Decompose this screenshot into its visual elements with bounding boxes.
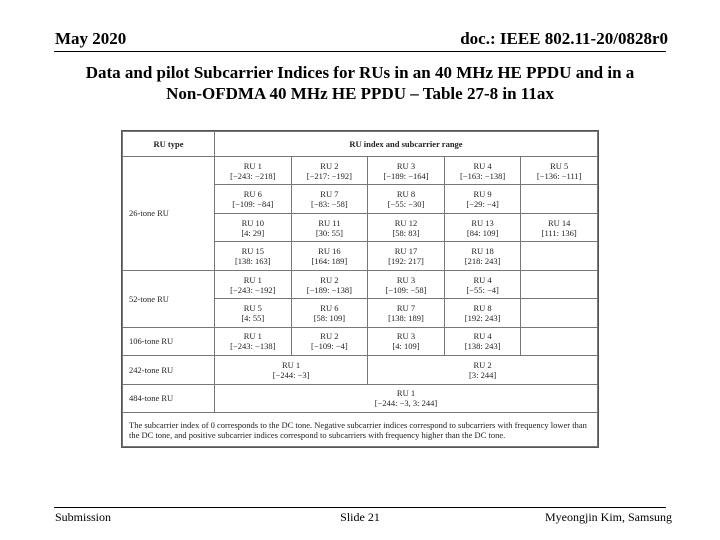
table-cell: RU 6 [−109: −84]	[215, 185, 292, 213]
table-cell: RU 2 [−189: −138]	[291, 270, 368, 298]
footer-slide-number: Slide 21	[340, 510, 380, 524]
table-cell: RU 8 [−55: −30]	[368, 185, 445, 213]
table-cell-empty	[521, 299, 598, 327]
type-26-tone: 26-tone RU	[123, 157, 215, 271]
type-106-tone: 106-tone RU	[123, 327, 215, 355]
table-cell-empty	[521, 327, 598, 355]
type-52-tone: 52-tone RU	[123, 270, 215, 327]
table-cell-empty	[521, 242, 598, 270]
type-484-tone: 484-tone RU	[123, 384, 215, 412]
table-cell: RU 12 [58: 83]	[368, 213, 445, 241]
header-ru-type: RU type	[123, 132, 215, 157]
table-cell-empty	[521, 270, 598, 298]
ru-table	[122, 131, 598, 447]
table-row	[123, 270, 598, 298]
table-cell: RU 2 [3: 244]	[368, 356, 598, 384]
table-cell: RU 1 [−244: −3, 3: 244]	[215, 384, 598, 412]
table-row	[123, 157, 598, 185]
table-cell: RU 9 [−29: −4]	[444, 185, 521, 213]
table-cell: RU 6 [58: 109]	[291, 299, 368, 327]
table-cell: RU 5 [4: 55]	[215, 299, 292, 327]
table-cell: RU 7 [138: 189]	[368, 299, 445, 327]
table-cell: RU 18 [218: 243]	[444, 242, 521, 270]
table-note: The subcarrier index of 0 corresponds to the DC tone. Negative subcarrier indices correspond to subcarriers with frequency lower than the DC tone, and positive subcarrier indices correspond to subcarriers with frequency higher than the DC tone.	[123, 413, 598, 447]
table-cell: RU 11 [30: 55]	[291, 213, 368, 241]
header-rule	[54, 51, 666, 52]
table-cell: RU 8 [192: 243]	[444, 299, 521, 327]
table-cell: RU 16 [164: 189]	[291, 242, 368, 270]
table-row	[123, 384, 598, 412]
table-row	[123, 327, 598, 355]
table-cell: RU 14 [111: 136]	[521, 213, 598, 241]
table-header-row	[123, 132, 598, 157]
table-cell: RU 17 [192: 217]	[368, 242, 445, 270]
table-cell: RU 7 [−83: −58]	[291, 185, 368, 213]
table-cell: RU 3 [−109: −58]	[368, 270, 445, 298]
table-cell: RU 2 [−217: −192]	[291, 157, 368, 185]
table-note-row	[123, 413, 598, 447]
table-cell: RU 10 [4: 29]	[215, 213, 292, 241]
slide-title-line1: Data and pilot Subcarrier Indices for RUs in an 40 MHz HE PPDU and in a	[85, 63, 635, 82]
table-cell: RU 1 [−243: −138]	[215, 327, 292, 355]
table-cell: RU 5 [−136: −111]	[521, 157, 598, 185]
table-cell: RU 4 [−163: −138]	[444, 157, 521, 185]
header-date: May 2020	[55, 29, 127, 48]
slide-title	[40, 62, 680, 104]
type-242-tone: 242-tone RU	[123, 356, 215, 384]
table-cell: RU 15 [138: 163]	[215, 242, 292, 270]
table-cell: RU 13 [84: 109]	[444, 213, 521, 241]
table-cell: RU 2 [−109: −4]	[291, 327, 368, 355]
table-row	[123, 356, 598, 384]
slide-title-line2: Non-OFDMA 40 MHz HE PPDU – Table 27-8 in 11ax	[166, 84, 554, 103]
table-cell: RU 1 [−243: −192]	[215, 270, 292, 298]
header-doc-id: doc.: IEEE 802.11-20/0828r0	[460, 29, 668, 48]
footer-author: Myeongjin Kim, Samsung	[544, 510, 672, 524]
table-cell: RU 3 [−189: −164]	[368, 157, 445, 185]
ru-table-image	[121, 130, 599, 448]
table-cell: RU 3 [4: 109]	[368, 327, 445, 355]
header-ru-index: RU index and subcarrier range	[215, 132, 598, 157]
table-cell: RU 4 [−55: −4]	[444, 270, 521, 298]
table-cell: RU 4 [138: 243]	[444, 327, 521, 355]
table-cell-empty	[521, 185, 598, 213]
table-cell: RU 1 [−244: −3]	[215, 356, 368, 384]
table-cell: RU 1 [−243: −218]	[215, 157, 292, 185]
footer-submission: Submission	[55, 510, 112, 524]
footer-rule	[54, 507, 666, 508]
